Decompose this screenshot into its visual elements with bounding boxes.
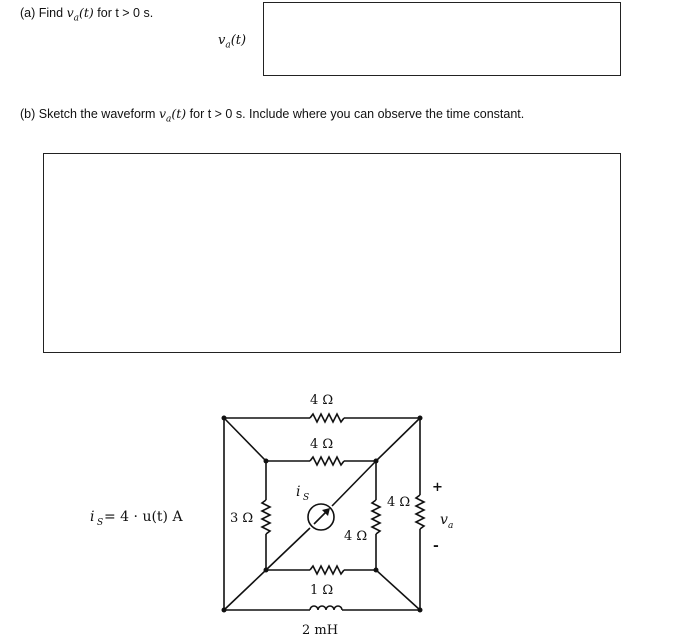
label-r-left: 3 Ω bbox=[230, 511, 254, 526]
part-b-text-post: for t > 0 s. Include where you can observe the time constant. bbox=[189, 107, 525, 121]
label-r-top-inner: 4 Ω bbox=[310, 437, 334, 452]
resistor-top-outer bbox=[310, 414, 344, 422]
label-out-plus: + bbox=[432, 480, 443, 495]
resistor-bottom bbox=[310, 566, 344, 574]
resistor-inner-right bbox=[372, 500, 380, 534]
label-r-top-outer: 4 Ω bbox=[310, 393, 334, 408]
answer-a-label: $v_a(t)$ bbox=[218, 33, 247, 51]
source-eq-rest: = 4 · u(t) A bbox=[104, 509, 183, 525]
label-out-var: v bbox=[440, 512, 448, 528]
inductor-bottom bbox=[310, 606, 342, 610]
label-out-minus: - bbox=[433, 538, 439, 554]
part-b-var: $v_a(t)$ bbox=[158, 106, 187, 125]
source-eq-sub: S bbox=[97, 518, 104, 528]
label-is-sub: S bbox=[303, 493, 310, 503]
source-eq-i: i bbox=[90, 509, 95, 525]
label-out-sub: a bbox=[448, 521, 454, 531]
part-a-var: $v_a(t)$ bbox=[66, 5, 94, 24]
part-a-label: (a) Find bbox=[20, 6, 64, 20]
part-b-text-pre: (b) Sketch the waveform bbox=[20, 107, 156, 121]
label-r-bottom: 1 Ω bbox=[310, 583, 334, 598]
label-l-bottom: 2 mH bbox=[302, 623, 339, 638]
resistor-top-inner bbox=[310, 457, 344, 465]
resistor-right bbox=[416, 495, 424, 529]
part-a-rest: for t > 0 s. bbox=[97, 6, 154, 20]
resistor-left bbox=[262, 500, 270, 534]
label-r-diag: 4 Ω bbox=[344, 529, 368, 544]
label-is-symbol: i bbox=[296, 484, 301, 500]
label-r-right: 4 Ω bbox=[387, 495, 411, 510]
